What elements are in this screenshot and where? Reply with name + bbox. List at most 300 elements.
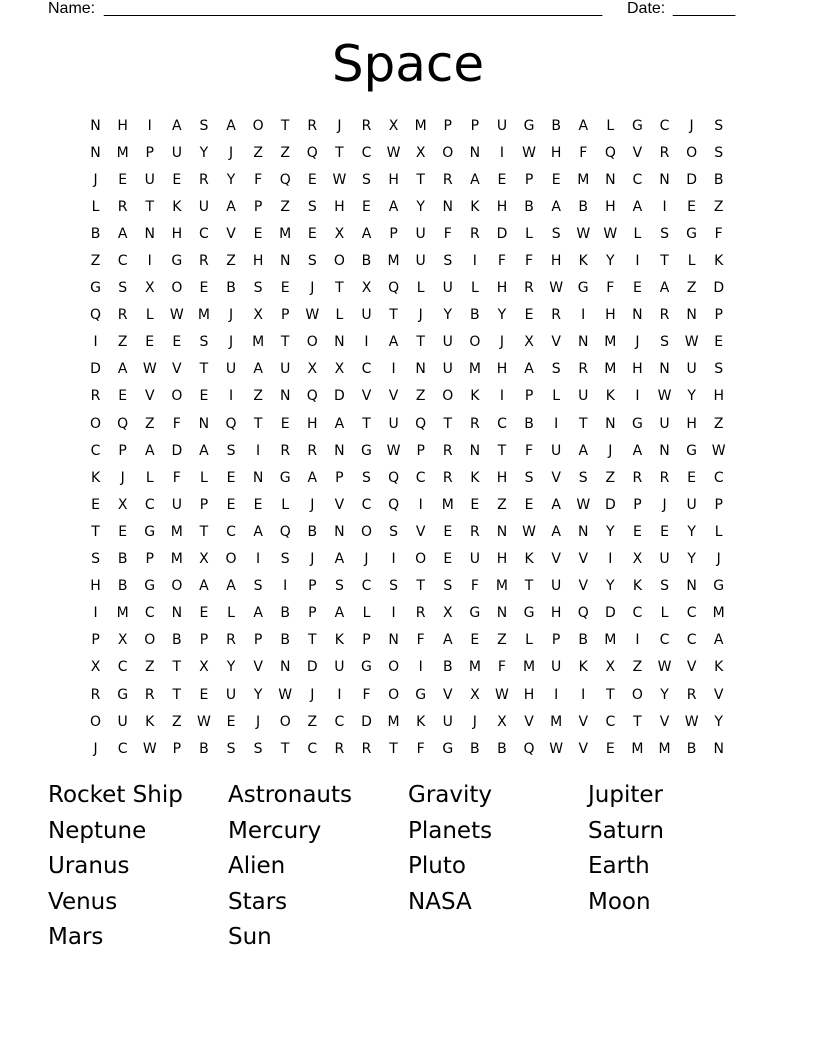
grid-letter: K bbox=[605, 388, 615, 405]
grid-letter: P bbox=[199, 632, 209, 649]
grid-letter: E bbox=[687, 198, 697, 215]
grid-letter: V bbox=[172, 361, 182, 378]
grid-letter: R bbox=[90, 686, 101, 703]
grid-letter: Q bbox=[577, 605, 589, 622]
grid-letter: E bbox=[172, 171, 182, 188]
grid-letter: I bbox=[391, 551, 396, 568]
grid-row bbox=[82, 681, 734, 708]
grid-letter: E bbox=[714, 334, 724, 351]
grid-letter: I bbox=[147, 117, 152, 134]
grid-letter: C bbox=[334, 713, 345, 730]
grid-letter: V bbox=[659, 713, 670, 730]
grid-letter: M bbox=[577, 171, 590, 188]
grid-letter: F bbox=[525, 442, 534, 459]
grid-letter: Z bbox=[280, 198, 290, 215]
grid-letter: V bbox=[415, 523, 426, 540]
grid-letter: Z bbox=[90, 253, 101, 270]
grid-letter: U bbox=[551, 578, 562, 595]
grid-letter: T bbox=[362, 415, 371, 432]
grid-letter: P bbox=[470, 117, 480, 134]
grid-letter: B bbox=[578, 632, 589, 649]
grid-letter: U bbox=[551, 442, 562, 459]
grid-letter: I bbox=[581, 686, 586, 703]
grid-letter: S bbox=[389, 578, 399, 595]
grid-letter: V bbox=[632, 144, 643, 161]
page-title: Space bbox=[331, 35, 485, 93]
grid-letter: N bbox=[415, 361, 426, 378]
word-list-item: Moon bbox=[588, 888, 651, 915]
grid-letter: Z bbox=[605, 469, 616, 486]
grid-letter: Q bbox=[523, 740, 535, 757]
grid-letter: U bbox=[280, 361, 291, 378]
grid-letter: P bbox=[308, 578, 317, 595]
grid-letter: H bbox=[605, 307, 616, 324]
grid-letter: W bbox=[549, 280, 564, 297]
grid-letter: H bbox=[496, 361, 508, 378]
grid-letter: U bbox=[225, 686, 237, 703]
grid-letter: O bbox=[469, 334, 481, 351]
grid-letter: Z bbox=[686, 280, 697, 297]
grid-letter: J bbox=[364, 551, 369, 568]
grid-letter: Y bbox=[606, 578, 615, 595]
grid-letter: F bbox=[497, 253, 506, 270]
grid-letter: U bbox=[415, 253, 426, 270]
grid-letter: I bbox=[228, 388, 234, 405]
grid-letter: C bbox=[713, 469, 724, 486]
grid-letter: E bbox=[307, 225, 317, 242]
grid-letter: X bbox=[497, 713, 507, 730]
grid-letter: K bbox=[334, 632, 344, 649]
grid-letter: B bbox=[497, 740, 507, 757]
grid-letter: I bbox=[554, 415, 559, 432]
grid-letter: C bbox=[632, 605, 643, 622]
grid-letter: H bbox=[252, 253, 264, 270]
grid-letter: F bbox=[525, 253, 534, 270]
grid-letter: W bbox=[657, 659, 672, 676]
grid-letter: U bbox=[415, 225, 426, 242]
grid-letter: Y bbox=[687, 523, 696, 540]
grid-letter: S bbox=[118, 280, 128, 297]
grid-letter: R bbox=[469, 415, 480, 432]
grid-letter: C bbox=[226, 523, 236, 540]
grid-letter: J bbox=[499, 334, 505, 351]
date-label: Date: bbox=[627, 0, 666, 17]
grid-letter: C bbox=[415, 469, 426, 486]
grid-letter: R bbox=[524, 280, 534, 297]
grid-letter: T bbox=[443, 415, 453, 432]
grid-letter: E bbox=[443, 551, 453, 568]
grid-letter: T bbox=[416, 334, 425, 351]
grid-letter: U bbox=[117, 713, 128, 730]
grid-letter: N bbox=[659, 171, 670, 188]
grid-letter: T bbox=[416, 578, 425, 595]
grid-letter: N bbox=[334, 442, 345, 459]
grid-letter: K bbox=[172, 198, 182, 215]
grid-letter: C bbox=[117, 740, 128, 757]
grid-letter: Z bbox=[307, 713, 318, 730]
grid-letter: U bbox=[442, 713, 453, 730]
grid-letter: T bbox=[172, 686, 182, 703]
grid-letter: L bbox=[145, 469, 154, 486]
grid-letter: D bbox=[171, 442, 183, 459]
grid-letter: E bbox=[362, 198, 371, 215]
grid-letter: A bbox=[226, 578, 236, 595]
grid-letter: N bbox=[659, 361, 670, 378]
grid-letter: B bbox=[551, 117, 561, 134]
grid-letter: N bbox=[659, 442, 670, 459]
grid-letter: S bbox=[362, 469, 371, 486]
grid-letter: S bbox=[253, 280, 263, 297]
grid-letter: C bbox=[117, 659, 128, 676]
grid-letter: L bbox=[416, 280, 425, 297]
grid-letter: X bbox=[361, 280, 372, 297]
grid-letter: H bbox=[496, 551, 508, 568]
grid-letter: F bbox=[470, 578, 479, 595]
grid-letter: N bbox=[279, 253, 291, 270]
grid-letter: E bbox=[199, 280, 209, 297]
grid-letter: D bbox=[90, 361, 101, 378]
grid-letter: R bbox=[442, 442, 453, 459]
grid-letter: P bbox=[118, 442, 127, 459]
grid-letter: W bbox=[576, 496, 591, 513]
grid-letter: U bbox=[171, 144, 182, 161]
grid-row bbox=[82, 708, 734, 735]
grid-letter: J bbox=[662, 496, 667, 513]
grid-letter: U bbox=[686, 496, 697, 513]
grid-letter: T bbox=[145, 198, 155, 215]
grid-row bbox=[82, 546, 734, 573]
grid-letter: I bbox=[499, 144, 505, 161]
grid-letter: B bbox=[280, 605, 290, 622]
grid-letter: K bbox=[470, 388, 480, 405]
word-list-item: Venus bbox=[48, 888, 118, 915]
grid-letter: B bbox=[307, 523, 318, 540]
grid-letter: A bbox=[334, 551, 345, 568]
grid-letter: B bbox=[361, 253, 372, 270]
grid-letter: E bbox=[253, 496, 263, 513]
grid-letter: E bbox=[226, 496, 236, 513]
grid-letter: R bbox=[659, 469, 670, 486]
grid-letter: V bbox=[551, 551, 561, 568]
grid-letter: V bbox=[578, 740, 589, 757]
grid-letter: C bbox=[117, 253, 128, 270]
grid-row bbox=[82, 220, 734, 247]
grid-letter: N bbox=[198, 415, 210, 432]
grid-letter: V bbox=[334, 496, 345, 513]
grid-letter: E bbox=[226, 469, 236, 486]
grid-letter: Z bbox=[497, 632, 507, 649]
grid-letter: T bbox=[633, 713, 642, 730]
grid-letter: E bbox=[660, 523, 669, 540]
grid-letter: L bbox=[91, 198, 100, 215]
grid-letter: T bbox=[578, 415, 588, 432]
grid-letter: B bbox=[226, 280, 236, 297]
grid-letter: G bbox=[686, 225, 698, 242]
grid-row bbox=[82, 329, 734, 356]
grid-letter: U bbox=[144, 171, 155, 188]
grid-letter: H bbox=[171, 225, 183, 242]
grid-letter: L bbox=[606, 117, 615, 134]
grid-letter: W bbox=[197, 713, 211, 730]
grid-letter: W bbox=[142, 361, 157, 378]
grid-row bbox=[82, 247, 734, 274]
grid-letter: G bbox=[631, 415, 643, 432]
grid-letter: Y bbox=[660, 686, 669, 703]
grid-letter: Z bbox=[497, 496, 507, 513]
grid-letter: C bbox=[632, 171, 643, 188]
grid-letter: V bbox=[361, 388, 372, 405]
grid-letter: E bbox=[91, 496, 100, 513]
grid-letter: H bbox=[605, 198, 616, 215]
grid-letter: I bbox=[391, 605, 396, 622]
grid-letter: R bbox=[117, 198, 128, 215]
grid-letter: H bbox=[334, 198, 345, 215]
word-list-item: Pluto bbox=[408, 853, 466, 880]
grid-letter: Z bbox=[713, 415, 724, 432]
grid-letter: O bbox=[171, 578, 183, 595]
grid-letter: R bbox=[551, 307, 561, 324]
grid-letter: H bbox=[117, 117, 128, 134]
grid-letter: Y bbox=[687, 551, 696, 568]
grid-letter: G bbox=[144, 523, 156, 540]
grid-letter: A bbox=[361, 225, 372, 242]
grid-letter: G bbox=[279, 469, 291, 486]
grid-letter: M bbox=[414, 117, 427, 134]
grid-letter: L bbox=[145, 307, 154, 324]
grid-letter: E bbox=[172, 334, 182, 351]
grid-letter: B bbox=[90, 225, 101, 242]
grid-letter: X bbox=[442, 605, 453, 622]
grid-letter: D bbox=[306, 659, 318, 676]
grid-letter: D bbox=[604, 496, 616, 513]
grid-letter: I bbox=[608, 551, 613, 568]
grid-row bbox=[82, 437, 734, 464]
grid-letter: A bbox=[199, 578, 209, 595]
word-list-item: Gravity bbox=[408, 782, 493, 808]
grid-letter: E bbox=[687, 469, 697, 486]
grid-letter: S bbox=[199, 117, 209, 134]
grid-letter: B bbox=[524, 198, 534, 215]
grid-letter: G bbox=[469, 605, 481, 622]
grid-letter: O bbox=[90, 415, 102, 432]
grid-letter: R bbox=[144, 686, 155, 703]
grid-letter: D bbox=[334, 388, 345, 405]
grid-letter: S bbox=[199, 334, 209, 351]
grid-letter: L bbox=[227, 605, 235, 622]
grid-letter: Q bbox=[388, 469, 400, 486]
grid-row bbox=[82, 735, 734, 762]
grid-letter: H bbox=[713, 388, 724, 405]
word-list bbox=[48, 778, 768, 956]
grid-letter: S bbox=[389, 523, 399, 540]
grid-letter: G bbox=[171, 253, 183, 270]
grid-letter: H bbox=[550, 144, 562, 161]
grid-letter: A bbox=[632, 198, 643, 215]
grid-letter: W bbox=[684, 713, 699, 730]
grid-letter: A bbox=[117, 225, 128, 242]
grid-letter: M bbox=[604, 361, 617, 378]
grid-letter: N bbox=[632, 307, 643, 324]
grid-letter: E bbox=[470, 496, 480, 513]
grid-letter: A bbox=[524, 361, 534, 378]
grid-letter: P bbox=[91, 632, 100, 649]
grid-letter: G bbox=[361, 659, 372, 676]
grid-letter: Y bbox=[199, 144, 209, 161]
grid-row bbox=[82, 193, 734, 220]
grid-letter: I bbox=[418, 659, 423, 676]
grid-letter: H bbox=[90, 578, 101, 595]
grid-letter: D bbox=[496, 225, 508, 242]
grid-letter: A bbox=[470, 171, 480, 188]
grid-letter: S bbox=[551, 225, 561, 242]
word-list-item: Neptune bbox=[48, 817, 147, 844]
grid-letter: V bbox=[578, 713, 589, 730]
grid-letter: A bbox=[551, 496, 561, 513]
grid-letter: P bbox=[443, 117, 452, 134]
grid-letter: S bbox=[714, 361, 724, 378]
grid-letter: P bbox=[253, 632, 263, 649]
grid-letter: Z bbox=[713, 198, 724, 215]
grid-letter: S bbox=[660, 334, 669, 351]
grid-letter: Q bbox=[117, 415, 129, 432]
grid-letter: R bbox=[90, 388, 101, 405]
grid-letter: K bbox=[470, 469, 480, 486]
grid-letter: Q bbox=[388, 280, 400, 297]
grid-letter: O bbox=[144, 632, 156, 649]
grid-letter: B bbox=[117, 578, 128, 595]
word-list-item: Planets bbox=[408, 817, 493, 844]
grid-letter: C bbox=[307, 740, 318, 757]
grid-letter: V bbox=[578, 551, 589, 568]
grid-letter: J bbox=[120, 469, 125, 486]
grid-row bbox=[82, 654, 734, 681]
grid-letter: F bbox=[714, 225, 723, 242]
grid-letter: A bbox=[172, 117, 182, 134]
grid-letter: M bbox=[495, 578, 508, 595]
grid-letter: Y bbox=[687, 388, 696, 405]
grid-letter: L bbox=[281, 496, 290, 513]
grid-letter: N bbox=[496, 605, 508, 622]
grid-letter: J bbox=[93, 171, 98, 188]
grid-letter: D bbox=[686, 171, 697, 188]
grid-letter: K bbox=[632, 578, 643, 595]
grid-letter: X bbox=[334, 361, 345, 378]
grid-letter: P bbox=[714, 307, 723, 324]
grid-letter: Q bbox=[225, 415, 237, 432]
grid-row bbox=[82, 112, 734, 139]
grid-letter: F bbox=[172, 469, 181, 486]
grid-letter: G bbox=[90, 280, 101, 297]
grid-letter: I bbox=[472, 253, 477, 270]
grid-letter: N bbox=[469, 144, 481, 161]
word-list-item: NASA bbox=[408, 888, 472, 915]
grid-letter: V bbox=[226, 225, 236, 242]
grid-letter: S bbox=[91, 551, 100, 568]
grid-letter: W bbox=[522, 523, 536, 540]
grid-letter: U bbox=[551, 659, 562, 676]
grid-letter: P bbox=[308, 605, 317, 622]
grid-letter: C bbox=[659, 117, 670, 134]
grid-letter: N bbox=[144, 225, 155, 242]
grid-letter: E bbox=[605, 740, 615, 757]
grid-letter: N bbox=[713, 740, 724, 757]
grid-letter: F bbox=[254, 171, 263, 188]
grid-letter: S bbox=[714, 144, 724, 161]
word-list-item: Jupiter bbox=[588, 782, 663, 808]
grid-letter: E bbox=[280, 280, 290, 297]
grid-letter: U bbox=[469, 551, 480, 568]
word-list-item: Earth bbox=[588, 853, 650, 880]
grid-letter: J bbox=[472, 713, 477, 730]
grid-letter: H bbox=[307, 415, 318, 432]
grid-letter: K bbox=[524, 551, 534, 568]
grid-letter: Z bbox=[253, 388, 263, 405]
grid-letter: W bbox=[684, 334, 699, 351]
grid-letter: S bbox=[226, 442, 236, 459]
grid-letter: D bbox=[713, 280, 725, 297]
grid-letter: Y bbox=[226, 171, 236, 188]
name-blank-line: ________________________________________________________ bbox=[104, 0, 603, 17]
grid-letter: O bbox=[252, 117, 264, 134]
grid-letter: F bbox=[443, 225, 452, 242]
grid-letter: W bbox=[305, 307, 320, 324]
grid-letter: A bbox=[226, 117, 236, 134]
grid-letter: M bbox=[279, 225, 292, 242]
grid-letter: N bbox=[334, 523, 345, 540]
grid-letter: N bbox=[252, 469, 264, 486]
grid-letter: E bbox=[199, 686, 209, 703]
grid-letter: Y bbox=[714, 713, 723, 730]
grid-letter: G bbox=[442, 740, 454, 757]
grid-letter: Q bbox=[306, 388, 318, 405]
grid-letter: W bbox=[522, 144, 536, 161]
grid-letter: C bbox=[605, 713, 616, 730]
grid-letter: Z bbox=[415, 388, 426, 405]
grid-letter: Z bbox=[632, 659, 643, 676]
grid-letter: F bbox=[172, 415, 181, 432]
grid-letter: O bbox=[388, 659, 400, 676]
grid-letter: R bbox=[442, 469, 453, 486]
grid-letter: R bbox=[469, 225, 480, 242]
grid-letter: G bbox=[713, 578, 725, 595]
grid-letter: X bbox=[415, 144, 426, 161]
grid-letter: C bbox=[199, 225, 209, 242]
grid-letter: G bbox=[144, 578, 156, 595]
grid-letter: S bbox=[253, 740, 263, 757]
grid-letter: S bbox=[362, 171, 371, 188]
grid-letter: S bbox=[334, 578, 344, 595]
grid-letter: J bbox=[310, 551, 315, 568]
grid-letter: L bbox=[525, 225, 533, 242]
grid-letter: P bbox=[714, 496, 723, 513]
word-list-item: Uranus bbox=[48, 853, 130, 880]
grid-letter: I bbox=[256, 551, 261, 568]
grid-letter: J bbox=[608, 442, 613, 459]
grid-letter: T bbox=[280, 334, 290, 351]
grid-letter: T bbox=[389, 307, 398, 324]
grid-letter: V bbox=[144, 388, 155, 405]
grid-letter: J bbox=[228, 307, 234, 324]
grid-letter: R bbox=[307, 117, 318, 134]
grid-letter: C bbox=[497, 415, 507, 432]
grid-letter: P bbox=[524, 171, 534, 188]
grid-letter: J bbox=[256, 713, 261, 730]
grid-letter: T bbox=[660, 253, 669, 270]
grid-row bbox=[82, 356, 734, 383]
grid-letter: B bbox=[713, 171, 724, 188]
grid-letter: I bbox=[93, 334, 98, 351]
grid-letter: N bbox=[686, 307, 697, 324]
